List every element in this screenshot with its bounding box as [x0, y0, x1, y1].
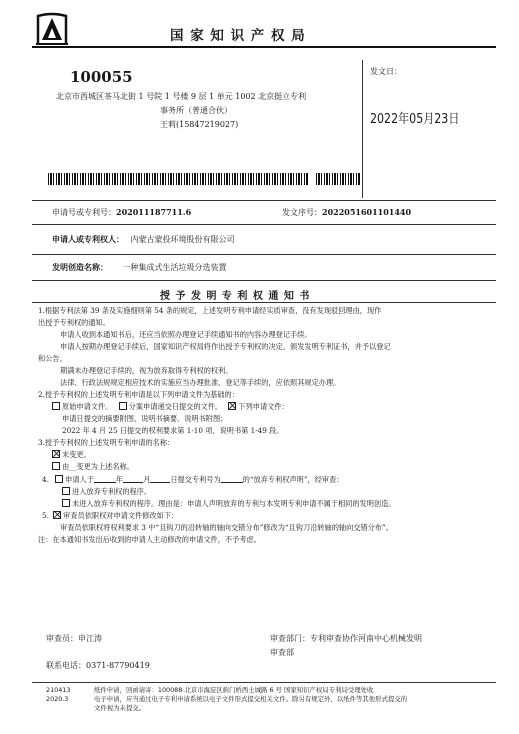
- s2-opt2-label: 分案申请递交日提交的文件。: [128, 402, 223, 411]
- bottom-text-1: 纸件申请，回函请寄：100088 北京市海淀区蓟门桥西土城路 6 号 国家知识产权局专利局受理处收: [94, 686, 374, 694]
- dept-label: 审查部门：: [270, 634, 310, 643]
- applicant-label: 申请人或专利权人：: [52, 234, 124, 244]
- rule-2: [32, 224, 496, 225]
- serial-row: [282, 207, 411, 218]
- applicant-row: [52, 234, 235, 245]
- office-name: 国 家 知 识 产 权 局: [170, 28, 306, 44]
- s3-opt1-label: 未变更。: [62, 450, 91, 459]
- address-line-1: 北京市西城区茶马北街 1 号院 1 号楼 9 层 1 单元 1002 北京挺立专利: [56, 92, 307, 101]
- notice-body: [38, 305, 498, 545]
- s2-opt1-checkbox: [52, 402, 60, 410]
- invention-row: [52, 262, 227, 273]
- app-no-row: [52, 207, 191, 218]
- section-4: [38, 474, 498, 485]
- section-2-title: 2.授予专利权的上述发明专利申请是以下列申请文件为基础的：: [38, 390, 239, 399]
- rule-1: [32, 200, 496, 201]
- bottom-block: [46, 686, 506, 713]
- examiner-label: 审查员：: [46, 634, 78, 643]
- s4-prefix: 4.: [42, 475, 49, 484]
- phone: 0371-87790419: [86, 661, 150, 670]
- s5-title: 审查员依职权对申请文件修改如下：: [63, 511, 179, 520]
- issue-date-value: 2022年05月23日: [370, 112, 460, 127]
- s4-opt1: [62, 487, 498, 497]
- serial: 2022051601101440: [322, 207, 412, 217]
- invention: 一种集成式生活垃圾分选装置: [122, 263, 227, 272]
- bottom-rule: [32, 682, 496, 683]
- address-divider: [362, 60, 363, 198]
- s4-year-blank: [94, 474, 116, 483]
- barcode-right: [316, 173, 360, 185]
- s3-opt2-checkbox: [52, 462, 60, 470]
- note: 注：在本通知书发出后收到的申请人主动修改的申请文件，不予考虑。: [38, 535, 261, 544]
- postcode: 100055: [70, 68, 133, 86]
- section-2-options: [52, 402, 498, 412]
- p5: 法律、行政法规规定相应技术的实施应当办理批准、登记等手续的，应依照其规定办理。: [60, 378, 341, 387]
- s4-opt2: [62, 499, 498, 509]
- barcode-left: [48, 173, 308, 185]
- examiner: 申江涛: [78, 634, 102, 643]
- examiner-row: [46, 633, 102, 644]
- header-rule: [32, 46, 496, 48]
- rule-4: [32, 280, 496, 281]
- title-rule: [32, 302, 496, 303]
- rule-3: [32, 254, 496, 255]
- s2-opt3-label: 下列申请文件：: [238, 402, 289, 411]
- s3-opt2-label: 由__变更为上述名称。: [62, 462, 134, 471]
- s4-month-blank: [123, 474, 143, 483]
- app-no: 202011187711.6: [116, 207, 192, 217]
- s2-files: 申请日提交的摘要附图、说明书摘要、说明书附图；: [62, 414, 228, 423]
- issue-date-label: 发文日：: [370, 67, 402, 76]
- s4-t2: 年: [115, 475, 124, 484]
- bottom-text-3: 文件视为未提交。: [94, 704, 146, 712]
- invention-label: 发明创造名称：: [52, 262, 108, 272]
- s5-prefix: 5.: [42, 511, 49, 520]
- bottom-line-1: [46, 686, 506, 695]
- p1-line-2: 出授予专利权的通知。: [38, 318, 110, 327]
- address-line-2: 事务所（普通合伙）: [160, 106, 232, 115]
- s3-opt1-checkbox: [52, 450, 60, 458]
- bottom-line-2: [46, 695, 506, 704]
- p3-line-2: 和公告。: [38, 354, 67, 363]
- s4-day-blank: [150, 474, 170, 483]
- phone-row: [46, 660, 150, 671]
- app-no-label: 申请号或专利号：: [52, 208, 116, 217]
- phone-label: 联系电话：: [46, 661, 86, 670]
- s4-t3: 月: [143, 475, 151, 484]
- s3-opt1: [52, 450, 498, 460]
- applicant: 内蒙古蒙投环境股份有限公司: [130, 235, 235, 244]
- recipient: 王莉(15847219027): [160, 120, 239, 129]
- section-5: [38, 511, 498, 521]
- serial-label: 发文序号：: [282, 208, 322, 217]
- p4: 期满未办理登记手续的，视为放弃取得专利权的权利。: [60, 366, 233, 375]
- p3-line-1: 申请人按期办理登记手续后，国家知识产权局将作出授予专利权的决定，颁发发明专利证书，并予以登记: [60, 342, 391, 351]
- s4-t4: 日提交专利号为: [170, 475, 221, 484]
- s4-t5: 的“放弃专利权声明”，经审查：: [242, 475, 344, 484]
- p1-line-1: 1.根据专利法第 39 条及实施细则第 54 条的规定，上述发明专利申请经实质审查，没有发现驳回理由，现作: [38, 306, 382, 315]
- s3-opt2: [52, 462, 498, 472]
- p2: 申请人收到本通知书后，还应当依照办理登记手续通知书的内容办理登记手续。: [60, 330, 312, 339]
- s2-claims: 2022 年 4 月 25 日提交的权利要求第 1-10 项、说明书第 1-49 段。: [62, 426, 284, 435]
- dept-line-2: 审查部: [270, 648, 294, 657]
- s4-checkbox: [55, 475, 63, 483]
- notice-title: 授 予 发 明 专 利 权 通 知 书: [160, 291, 311, 302]
- s4-opt2-label: 未进入放弃专利权的程序。理由是：申请人声明放弃的专利与本发明专利申请不属于相同的发明创造。: [72, 499, 396, 508]
- s5-line: 审查员依职权将权利要求 3 中“且钩刀的沿转轴的轴向交错分布”修改为“且钩刀沿转轴的轴向交错分布”。: [60, 523, 393, 532]
- s5-checkbox: [53, 511, 61, 519]
- s2-opt2-checkbox: [119, 402, 127, 410]
- s2-opt1-label: 原始申请文件。: [62, 402, 113, 411]
- s2-opt3-checkbox: [228, 402, 236, 410]
- office-logo: [34, 10, 70, 46]
- dept-row: [270, 633, 422, 644]
- cnipa-emblem-icon: [34, 10, 70, 46]
- s4-patent-no-blank: [221, 474, 243, 483]
- s4-opt1-label: 进入放弃专利权的程序。: [72, 487, 152, 496]
- bottom-code-1: 210413: [46, 686, 71, 694]
- s4-opt2-checkbox: [62, 499, 70, 507]
- section-3-title: 3.授予专利权的上述发明专利申请的名称：: [38, 438, 175, 447]
- bottom-text-2: 电子申请，应当通过电子专利申请系统以电子文件形式提交相关文件。除另有规定外，以纸件等其他形式提交的: [94, 695, 408, 703]
- dept-line-1: 专利审查协作河南中心机械发明: [310, 634, 422, 643]
- bottom-code-2: 2020.3: [46, 695, 69, 703]
- s4-opt1-checkbox: [62, 487, 70, 495]
- s4-t1: 申请人于: [65, 475, 94, 484]
